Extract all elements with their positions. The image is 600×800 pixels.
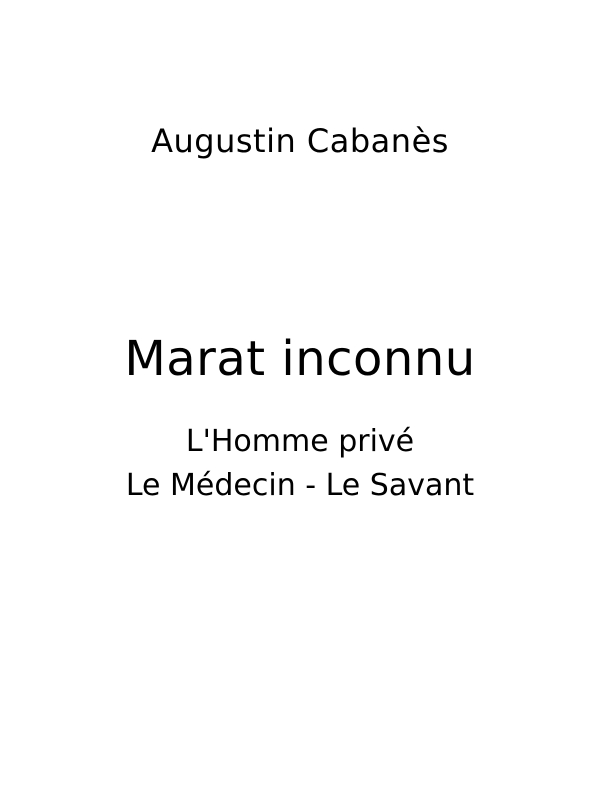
subtitle-line-1: L'Homme privé [185, 424, 415, 459]
author-name: Augustin Cabanès [151, 122, 449, 160]
page-title: Marat inconnu [124, 331, 476, 387]
subtitle-line-2: Le Médecin - Le Savant [125, 467, 475, 503]
subtitle-block [0, 420, 600, 507]
